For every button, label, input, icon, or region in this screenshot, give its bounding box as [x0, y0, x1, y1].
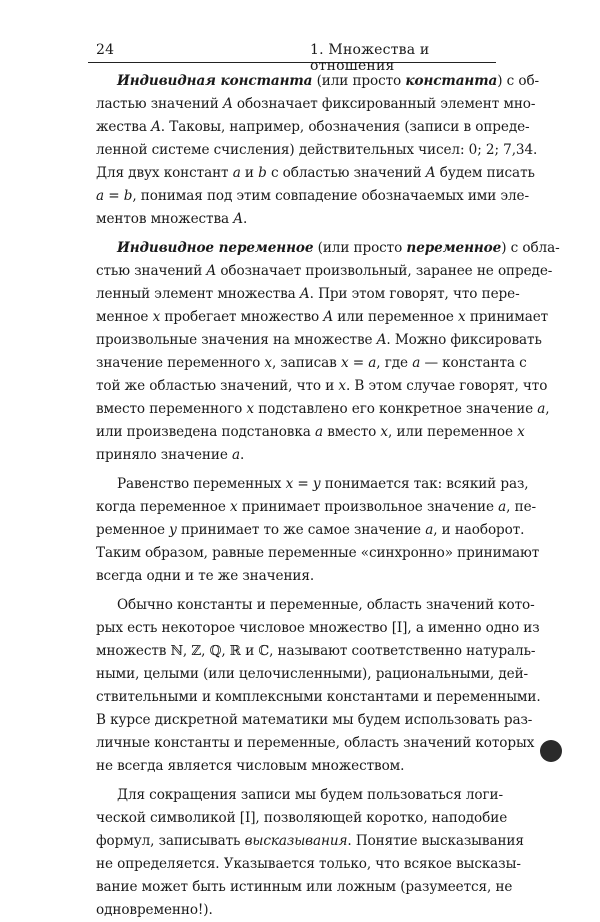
text-line: [96, 283, 520, 306]
text-span: . Можно фиксировать: [386, 332, 542, 348]
text-line: [96, 663, 529, 686]
text-line: [96, 594, 535, 617]
math-symbol: a: [96, 188, 105, 204]
text-span: будем писать: [435, 165, 535, 181]
text-span: (или просто: [313, 240, 407, 256]
math-symbol: A: [151, 119, 161, 135]
text-span: той же областью значений, что и: [96, 378, 339, 394]
text-span: Таким образом, равные переменные «синхронно» принимают: [96, 545, 540, 561]
text-line: [96, 375, 548, 398]
text-span: ленной системе счисления) действительных чисел: 0; 2; 7,34.: [96, 142, 538, 158]
term-definition: переменное: [406, 240, 502, 256]
text-line: [96, 306, 549, 329]
text-span: ременное: [96, 522, 170, 538]
text-span: подставлено его конкретное значение: [254, 401, 538, 417]
text-line: [96, 542, 540, 565]
text-line: [96, 899, 498, 922]
text-span: и: [240, 165, 259, 181]
text-line: [96, 70, 540, 93]
text-line: [96, 640, 536, 663]
term-definition: константа: [405, 73, 498, 89]
text-span: когда переменное: [96, 499, 231, 515]
text-span: . Понятие высказывания: [347, 833, 524, 849]
text-line: [96, 421, 525, 444]
math-symbol: b: [258, 165, 267, 181]
text-span: всегда одни и те же значения.: [96, 568, 315, 584]
text-line: [96, 617, 540, 640]
text-line: [96, 93, 536, 116]
math-symbol: x: [246, 401, 254, 417]
math-symbol: A: [222, 96, 233, 112]
text-span: . В этом случае говорят, что: [345, 378, 548, 394]
scroll-indicator[interactable]: [540, 740, 562, 762]
text-span: Для сокращения записи мы будем пользоваться логи-: [117, 787, 503, 803]
math-symbol: a: [412, 355, 421, 371]
text-span: множеств ℕ, ℤ, ℚ, ℝ и ℂ, называют соответственно натураль-: [96, 643, 536, 659]
text-span: не определяется. Указывается только, что всякое высказы-: [96, 856, 521, 872]
text-line: [96, 496, 537, 519]
text-span: , или переменное: [388, 424, 518, 440]
term-definition: Индивидная константа: [117, 73, 313, 89]
text-line: [96, 732, 535, 755]
text-span: принимает: [465, 309, 549, 325]
math-symbol: a: [314, 424, 323, 440]
math-symbol: x: [340, 355, 349, 371]
text-span: или переменное: [333, 309, 459, 325]
text-line: [96, 185, 529, 208]
text-span: ными, целыми (или целочисленными), рациональными, дей-: [96, 666, 529, 682]
text-line: [96, 208, 498, 231]
text-span: =: [104, 188, 124, 204]
text-span: (или просто: [312, 73, 406, 89]
running-title: 1. Множества и отношения: [310, 42, 430, 74]
math-symbol: a: [232, 165, 241, 181]
text-line: [96, 162, 535, 185]
text-line: [96, 876, 513, 899]
text-span: , пе-: [506, 499, 537, 515]
math-symbol: x: [458, 309, 466, 325]
text-span: =: [348, 355, 369, 371]
math-symbol: a: [425, 522, 434, 538]
text-line: [96, 329, 542, 352]
math-symbol: A: [233, 211, 243, 227]
text-span: .: [240, 447, 245, 463]
text-span: с областью значений: [266, 165, 426, 181]
text-span: Для двух констант: [96, 165, 233, 181]
text-span: понимается так: всякий раз,: [320, 476, 529, 492]
text-span: обозначает фиксированный элемент мно-: [232, 96, 536, 112]
text-span: менное: [96, 309, 153, 325]
math-symbol: x: [517, 424, 525, 440]
text-span: , где: [376, 355, 413, 371]
math-symbol: x: [152, 309, 161, 325]
text-span: =: [293, 476, 313, 492]
text-span: вместо: [322, 424, 381, 440]
text-span: . Таковы, например, обозначения (записи в опреде-: [160, 119, 530, 135]
term-definition: Индивидное переменное: [117, 240, 314, 256]
math-symbol: b: [123, 188, 133, 204]
math-symbol: x: [285, 476, 294, 492]
text-span: ластью значений: [96, 96, 223, 112]
text-span: принимает произвольное значение: [237, 499, 499, 515]
text-span: ) с обла-: [501, 240, 560, 256]
math-symbol: x: [338, 378, 346, 394]
math-symbol: x: [230, 499, 238, 515]
text-span: формул, записывать: [96, 833, 245, 849]
math-symbol: A: [206, 263, 217, 279]
text-span: значение переменного: [96, 355, 265, 371]
text-line: [96, 352, 527, 375]
math-symbol: y: [312, 476, 321, 492]
math-symbol: A: [323, 309, 334, 325]
text-line: [96, 755, 498, 778]
text-span: ленный элемент множества: [96, 286, 300, 302]
math-symbol: x: [380, 424, 388, 440]
text-span: Равенство переменных: [117, 476, 286, 492]
text-span: ментов множества: [96, 211, 234, 227]
math-symbol: высказывания: [244, 833, 348, 849]
text-span: ствительными и комплексными константами и переменными.: [96, 689, 541, 705]
text-span: вание может быть истинным или ложным (разумеется, не: [96, 879, 513, 895]
text-span: Обычно константы и переменные, область значений кото-: [117, 597, 535, 613]
text-line: [96, 709, 533, 732]
math-symbol: y: [169, 522, 177, 538]
math-symbol: A: [376, 332, 387, 348]
text-line: [96, 565, 498, 588]
text-line: [96, 519, 525, 542]
text-span: вместо переменного: [96, 401, 247, 417]
text-line: [96, 116, 530, 139]
text-span: обозначает произвольный, заранее не опреде-: [216, 263, 553, 279]
math-symbol: a: [368, 355, 377, 371]
page-header: [88, 40, 496, 74]
text-span: . При этом говорят, что пере-: [309, 286, 520, 302]
math-symbol: a: [232, 447, 241, 463]
text-span: одновременно!).: [96, 902, 213, 918]
text-line: [96, 237, 560, 260]
math-symbol: A: [299, 286, 310, 302]
text-line: [96, 398, 550, 421]
text-line: [96, 686, 541, 709]
text-span: .: [242, 211, 248, 227]
text-span: жества: [96, 119, 152, 135]
text-span: принимает то же самое значение: [176, 522, 426, 538]
math-symbol: A: [425, 165, 436, 181]
text-span: рых есть некоторое числовое множество [I], а именно одно из: [96, 620, 540, 636]
math-symbol: a: [498, 499, 507, 515]
text-span: — константа с: [420, 355, 527, 371]
text-span: ) с об-: [497, 73, 540, 89]
text-span: , и наоборот.: [433, 522, 525, 538]
text-line: [96, 444, 498, 467]
text-span: личные константы и переменные, область значений которых: [96, 735, 535, 751]
text-span: В курсе дискретной математики мы будем использовать раз-: [96, 712, 533, 728]
text-span: стью значений: [96, 263, 207, 279]
text-span: , понимая под этим совпадение обозначаемых ими эле-: [132, 188, 529, 204]
math-symbol: x: [264, 355, 272, 371]
text-span: приняло значение: [96, 447, 232, 463]
text-span: ческой символикой [I], позволяющей коротко, наподобие: [96, 810, 508, 826]
text-line: [96, 784, 503, 807]
text-line: [96, 807, 508, 830]
text-span: ,: [545, 401, 550, 417]
text-line: [96, 260, 553, 283]
text-span: или произведена подстановка: [96, 424, 315, 440]
text-span: , записав: [271, 355, 341, 371]
text-line: [96, 473, 529, 496]
text-span: произвольные значения на множестве: [96, 332, 377, 348]
text-line: [96, 853, 521, 876]
math-symbol: a: [537, 401, 546, 417]
text-span: не всегда является числовым множеством.: [96, 758, 405, 774]
text-line: [96, 139, 538, 162]
text-line: [96, 830, 524, 853]
page-number: 24: [96, 42, 115, 58]
text-span: пробегает множество: [160, 309, 324, 325]
